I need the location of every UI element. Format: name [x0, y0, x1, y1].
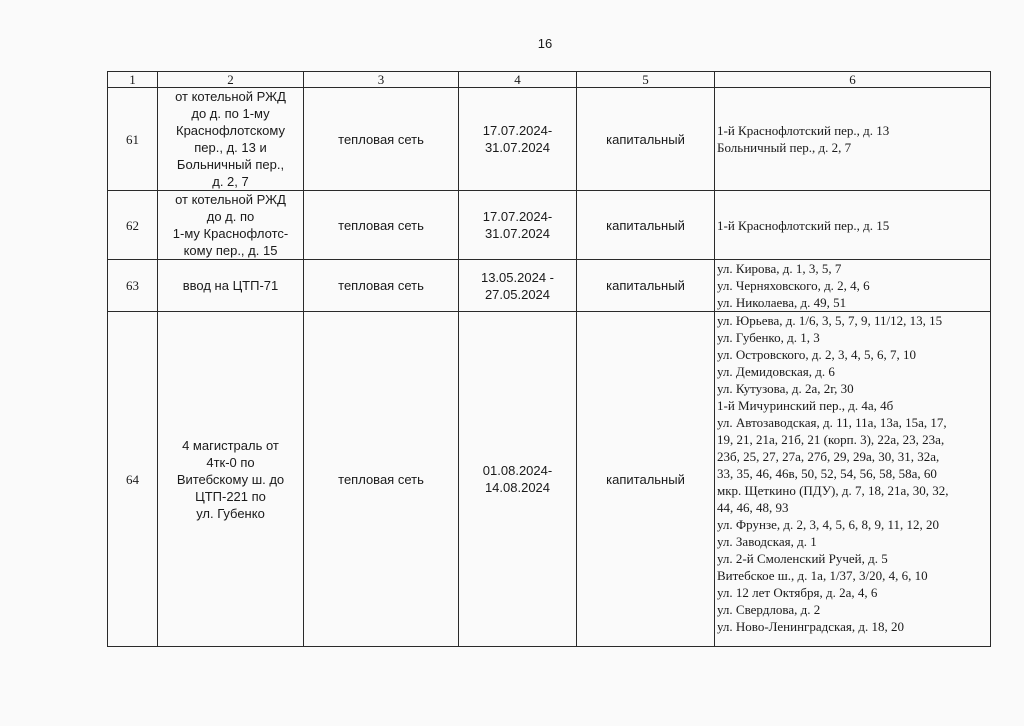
route-line: от котельной РЖД [175, 192, 286, 207]
address-line: ул. Автозаводская, д. 11, 11а, 13а, 15а, 17, [717, 415, 947, 430]
date-start: 17.07.2024- [482, 209, 553, 224]
address-line: мкр. Щеткино (ПДУ), д. 7, 18, 21а, 30, 32, [717, 483, 949, 498]
network-type-cell: тепловая сеть [304, 88, 459, 191]
route-cell [158, 88, 304, 191]
address-line: ул. Черняховского, д. 2, 4, 6 [717, 278, 870, 293]
route-cell [158, 312, 304, 647]
address-line: Больничный пер., д. 2, 7 [717, 140, 852, 155]
route-line: 1-му Краснофлотс- [172, 226, 289, 241]
route-line: Больничный пер., [176, 157, 285, 172]
route-cell [158, 191, 304, 260]
address-line: Витебское ш., д. 1а, 1/37, 3/20, 4, 6, 10 [717, 568, 928, 583]
route-line: от котельной РЖД [175, 89, 286, 104]
address-cell [715, 312, 991, 647]
header-row [108, 72, 991, 88]
network-type-cell: тепловая сеть [304, 260, 459, 312]
header-cell: 5 [577, 72, 715, 88]
address-cell [715, 191, 991, 260]
date-start: 01.08.2024- [482, 463, 553, 478]
address-line: ул. Фрунзе, д. 2, 3, 4, 5, 6, 8, 9, 11, 12, 20 [717, 517, 940, 532]
address-cell [715, 260, 991, 312]
repair-type-cell: капитальный [577, 88, 715, 191]
date-end: 31.07.2024 [484, 140, 551, 155]
page-number: 16 [537, 36, 553, 51]
header-cell: 2 [158, 72, 304, 88]
address-line: 33, 35, 46, 46в, 50, 52, 54, 56, 58, 58а, 60 [717, 466, 937, 481]
table-row [108, 312, 991, 647]
route-line: ЦТП-221 по [195, 488, 266, 504]
route-line: пер., д. 13 и [194, 140, 267, 155]
date-range-cell [459, 88, 577, 191]
address-line: ул. Юрьева, д. 1/6, 3, 5, 7, 9, 11/12, 13, 15 [717, 313, 943, 328]
route-line: Витебскому ш. до [176, 471, 285, 487]
address-line: 1-й Краснофлотский пер., д. 15 [717, 217, 890, 233]
route-line: д. 2, 7 [212, 174, 249, 189]
repair-type-cell: капитальный [577, 312, 715, 647]
address-line: ул. Демидовская, д. 6 [717, 364, 835, 379]
address-line: 1-й Мичуринский пер., д. 4а, 4б [717, 398, 894, 413]
date-range-cell [459, 260, 577, 312]
route-line: ввод на ЦТП-71 [182, 278, 279, 293]
address-line: 23б, 25, 27, 27а, 27б, 29, 29а, 30, 31, 32а, [717, 449, 940, 464]
route-line: ул. Губенко [196, 505, 265, 521]
row-number: 64 [108, 312, 158, 647]
route-line: 4 магистраль от [182, 437, 279, 453]
address-line: 44, 46, 48, 93 [717, 500, 789, 515]
address-line: ул. Николаева, д. 49, 51 [717, 295, 847, 310]
table-row [108, 88, 991, 191]
address-line: ул. Кирова, д. 1, 3, 5, 7 [717, 261, 842, 276]
route-line: Краснофлотскому [176, 123, 285, 138]
row-number: 63 [108, 260, 158, 312]
address-line: ул. Губенко, д. 1, 3 [717, 330, 820, 345]
address-line: ул. 2-й Смоленский Ручей, д. 5 [717, 551, 888, 566]
date-start: 17.07.2024- [482, 123, 553, 138]
address-cell [715, 88, 991, 191]
date-end: 31.07.2024 [484, 226, 551, 241]
address-line: ул. Заводская, д. 1 [717, 534, 817, 549]
address-line: ул. Кутузова, д. 2а, 2г, 30 [717, 381, 854, 396]
header-cell: 6 [715, 72, 991, 88]
row-number: 61 [108, 88, 158, 191]
address-line: 19, 21, 21а, 21б, 21 (корп. 3), 22а, 23, 23а, [717, 432, 945, 447]
date-range-cell [459, 191, 577, 260]
address-line: ул. 12 лет Октября, д. 2а, 4, 6 [717, 585, 878, 600]
repair-type-cell: капитальный [577, 260, 715, 312]
address-line: ул. Свердлова, д. 2 [717, 602, 821, 617]
network-type-cell: тепловая сеть [304, 191, 459, 260]
network-type-cell: тепловая сеть [304, 312, 459, 647]
route-cell [158, 260, 304, 312]
route-line: до д. по [206, 209, 255, 224]
route-line: 4тк-0 по [206, 454, 255, 470]
date-range-cell [459, 312, 577, 647]
route-line: кому пер., д. 15 [183, 243, 278, 258]
header-cell: 3 [304, 72, 459, 88]
row-number: 62 [108, 191, 158, 260]
header-cell: 1 [108, 72, 158, 88]
date-end: 27.05.2024 [484, 286, 551, 302]
date-end: 14.08.2024 [484, 480, 551, 495]
address-line: 1-й Краснофлотский пер., д. 13 [717, 123, 890, 138]
repair-schedule-table [107, 71, 991, 647]
date-start: 13.05.2024 - [480, 269, 554, 285]
header-cell: 4 [459, 72, 577, 88]
table-row [108, 260, 991, 312]
address-line: ул. Ново-Ленинградская, д. 18, 20 [717, 619, 905, 634]
table-row [108, 191, 991, 260]
address-line: ул. Островского, д. 2, 3, 4, 5, 6, 7, 10 [717, 347, 917, 362]
repair-type-cell: капитальный [577, 191, 715, 260]
route-line: до д. по 1-му [191, 106, 270, 121]
